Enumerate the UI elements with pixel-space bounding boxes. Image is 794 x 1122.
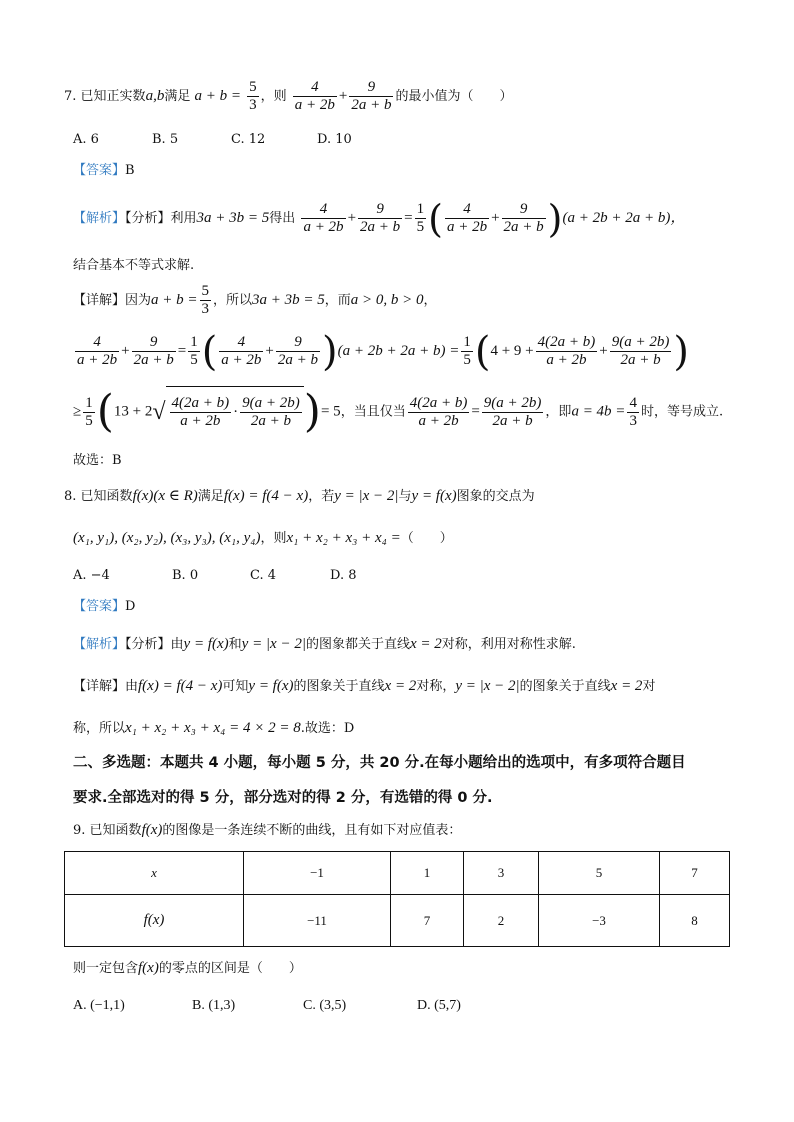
analysis-text: 和 bbox=[228, 637, 242, 652]
fraction: $\frac{4}{a + 2b}$ bbox=[303, 201, 344, 235]
detail-text: 称，所以 bbox=[73, 721, 126, 736]
equation: (a + 2b + 2a + b) = bbox=[337, 343, 460, 359]
equation: f(x)(x ∈ R) bbox=[132, 488, 198, 504]
table-row bbox=[65, 852, 730, 895]
q8-text: 与 bbox=[398, 489, 412, 504]
q8-number: 8. bbox=[64, 489, 77, 504]
table-cell: 2 bbox=[464, 895, 539, 947]
detail-text: .故选：D bbox=[300, 721, 355, 736]
q9-stem bbox=[73, 818, 461, 842]
equation: (a + 2b + 2a + b)， bbox=[562, 210, 686, 226]
q9-option-d: D. (5,7) bbox=[417, 998, 461, 1013]
analysis-text: 对称，利用对称性求解. bbox=[441, 637, 576, 652]
analysis-text: 的图象都关于直线 bbox=[305, 637, 410, 652]
q8-text: 已知函数 bbox=[80, 489, 133, 504]
q7-option-a: A. 6 bbox=[73, 132, 99, 147]
q7-conclusion: 故选：B bbox=[73, 453, 122, 468]
q8-text: ，则 bbox=[260, 531, 287, 546]
answer-value: B bbox=[125, 163, 135, 178]
q7-text: 的最小值为（ ） bbox=[395, 89, 513, 104]
detail-text: 时，等号成立. bbox=[640, 404, 724, 420]
q8-detail-line2 bbox=[73, 716, 354, 740]
fraction: $\frac{4(2a + b)}{a + 2b}$ bbox=[409, 394, 468, 429]
detail-text: ，当且仅当 bbox=[340, 404, 406, 420]
equation: f(x) bbox=[138, 960, 159, 976]
table-cell: 7 bbox=[391, 895, 464, 947]
equals-sign: = bbox=[471, 403, 480, 420]
answer-tag: 【答案】 bbox=[73, 163, 126, 178]
detail-text: 【详解】由 bbox=[73, 679, 139, 694]
fraction: $\frac{4(2a + b)}{a + 2b}$ bbox=[537, 334, 596, 368]
fraction: $\frac{4}{a + 2b}$ bbox=[77, 334, 118, 368]
fraction: $\frac{1}{5}$ bbox=[85, 394, 93, 429]
equation: f(x) = f(4 − x) bbox=[223, 488, 309, 504]
q9-text: 的零点的区间是（ ） bbox=[158, 961, 302, 976]
answer-value: D bbox=[125, 599, 136, 614]
fraction: $\frac{4}{a + 2b}$ bbox=[446, 201, 488, 235]
fraction: $\frac{4(2a + b)}{a + 2b}$ bbox=[171, 395, 230, 429]
equation: = 5 bbox=[320, 403, 341, 420]
q7-answer bbox=[73, 162, 135, 180]
fraction: $\frac{5}{3}$ bbox=[249, 79, 257, 113]
fraction: $\frac{1}{5}$ bbox=[416, 201, 425, 235]
q8-text: 满足 bbox=[197, 489, 224, 504]
analysis-text: 【分析】由 bbox=[125, 637, 184, 652]
q8-analysis bbox=[73, 632, 576, 656]
equation: f(x) bbox=[141, 822, 163, 838]
equation: 13 + 2 bbox=[113, 403, 153, 420]
fraction: $\frac{1}{5}$ bbox=[190, 334, 198, 368]
table-cell: 3 bbox=[464, 852, 539, 895]
q9-text: 的图像是一条连续不断的曲线，且有如下对应值表： bbox=[162, 823, 462, 838]
fraction: $\frac{9}{2a + b}$ bbox=[503, 201, 544, 235]
q8-option-b: B. 0 bbox=[172, 568, 199, 583]
equation: 3a + 3b = 5 bbox=[252, 292, 325, 308]
detail-text: ，即 bbox=[545, 404, 572, 420]
plus-sign: + bbox=[338, 88, 348, 104]
table-cell: 8 bbox=[660, 895, 730, 947]
table-header-x: x bbox=[65, 852, 244, 895]
fraction: $\frac{9(a + 2b)}{2a + b}$ bbox=[611, 334, 670, 368]
equation: a + b = bbox=[151, 292, 198, 308]
value-table bbox=[64, 851, 730, 947]
q9-number: 9. bbox=[73, 823, 86, 838]
analysis-tag: 【解析】 bbox=[73, 211, 126, 226]
table-row bbox=[65, 895, 730, 947]
q7-text: 已知正实数 bbox=[80, 89, 146, 104]
detail-text: 可知 bbox=[222, 679, 249, 694]
equation: 4 + 9 + bbox=[490, 343, 534, 359]
equation: x₁ + x₂ + x₃ + x₄ = 4 × 2 = 8 bbox=[125, 720, 301, 736]
analysis-text: 【分析】利用 bbox=[125, 211, 197, 226]
q7-detail-line2: $\frac{4}{a + 2b}$ + $\frac{9}{2a + b}$ = $\frac{1}{5}$ ( $\frac{4}{a + 2b}$ + $\frac{9}{2a + b}$ )(a + 2b + 2a + b) = $\frac{1}{5}$ (4 + 9 + $\frac{4(2a + b)}{a + 2b}$ + $\frac{9(a + 2b)}{2a + b}$ ) bbox=[77, 328, 689, 375]
q7-detail-line3: ≥ $\frac{1}{5}$ (13 + 2√ $\frac{4(2a + b)}{a + 2b}$ · $\frac{9(a + 2b)}{2a + b}$ )= 5，当且仅当 $\frac{4(2a + b)}{a + 2b}$ = $\frac{9(a + 2b)}{2a + b}$ ，即a = 4b = $\frac{4}{3}$ 时，等号成立. bbox=[73, 386, 724, 437]
table-cell: −11 bbox=[244, 895, 391, 947]
q7-analysis-line2: 结合基本不等式求解. bbox=[73, 258, 195, 273]
q8-option-d: D. 8 bbox=[330, 568, 357, 583]
q7-option-b: B. 5 bbox=[152, 132, 179, 147]
equation: x = 2 bbox=[384, 678, 417, 694]
q7-option-c: C. 12 bbox=[231, 132, 266, 147]
table-cell: 7 bbox=[660, 852, 730, 895]
equation: y = f(x) bbox=[183, 636, 229, 652]
q8-text: ，若 bbox=[308, 489, 335, 504]
q7-text: 满足 bbox=[164, 89, 191, 104]
equation: 3a + 3b = 5 bbox=[196, 210, 270, 226]
equation: y = |x − 2| bbox=[455, 678, 520, 694]
q7-analysis: 【解析】【分析】利用3a + 3b = 5得出 $\frac{4}{a + 2b}$ + $\frac{9}{2a + b}$ = $\frac{1}{5}$ ( $\frac{4}{a + 2b}$ + $\frac{9}{2a + b}$ )(a + 2b + 2a + b)， bbox=[73, 196, 686, 241]
q7-condition: a + b = bbox=[194, 88, 241, 104]
table-cell: −1 bbox=[244, 852, 391, 895]
q8-stem-line2 bbox=[73, 526, 453, 550]
detail-text: 的图象关于直线 bbox=[519, 679, 611, 694]
q9-option-c: C. (3,5) bbox=[303, 998, 347, 1013]
equation: a > 0, b > 0 bbox=[350, 292, 424, 308]
analysis-tag: 【解析】 bbox=[73, 637, 126, 652]
fraction: $\frac{9(a + 2b)}{2a + b}$ bbox=[483, 394, 542, 429]
section-heading: 二、多选题：本题共 4 小题，每小题 5 分，共 20 分.在每小题给出的选项中，有多项符合题目 bbox=[73, 755, 686, 771]
equation: y = |x − 2| bbox=[241, 636, 306, 652]
q8-detail bbox=[73, 674, 655, 698]
equation: x₁ + x₂ + x₃ + x₄ = bbox=[286, 530, 401, 546]
detail-text: ，所以 bbox=[213, 293, 253, 308]
q8-option-a: A. −4 bbox=[73, 568, 110, 583]
detail-text: 【详解】因为 bbox=[73, 293, 152, 308]
q9-text: 则一定包含 bbox=[73, 961, 139, 976]
equation: x = 2 bbox=[409, 636, 442, 652]
q9-option-b: B. (1,3) bbox=[192, 998, 236, 1013]
equation: a = 4b = bbox=[571, 403, 626, 420]
equation: y = f(x) bbox=[411, 488, 457, 504]
q7-text: ，则 bbox=[260, 89, 287, 104]
q9-question bbox=[73, 956, 302, 980]
q7-stem bbox=[64, 76, 513, 116]
q7-option-d: D. 10 bbox=[317, 132, 352, 147]
q8-answer bbox=[73, 598, 135, 616]
table-cell: −3 bbox=[539, 895, 660, 947]
detail-text: 的图象关于直线 bbox=[293, 679, 385, 694]
q9-option-a: A. (−1,1) bbox=[73, 998, 125, 1013]
q8-option-c: C. 4 bbox=[250, 568, 277, 583]
detail-text: 对称， bbox=[416, 679, 456, 694]
q7-vars: a,b bbox=[145, 88, 165, 104]
fraction: $\frac{9}{2a + b}$ bbox=[277, 334, 319, 368]
q8-text: 图象的交点为 bbox=[456, 489, 535, 504]
analysis-text: 得出 bbox=[269, 211, 296, 226]
equation: f(x) = f(4 − x) bbox=[138, 678, 223, 694]
equation: y = |x − 2| bbox=[334, 488, 399, 504]
detail-text: ， bbox=[423, 293, 437, 308]
table-cell: 1 bbox=[391, 852, 464, 895]
fraction: $\frac{4}{a + 2b}$ bbox=[294, 79, 335, 113]
fraction: $\frac{9(a + 2b)}{2a + b}$ bbox=[242, 395, 300, 429]
fraction: $\frac{4}{3}$ bbox=[629, 394, 637, 429]
fraction: $\frac{9}{2a + b}$ bbox=[133, 334, 174, 368]
table-header-fx: f(x) bbox=[65, 895, 244, 947]
q8-text: （ ） bbox=[400, 531, 453, 546]
fraction: $\frac{4}{a + 2b}$ bbox=[221, 334, 262, 368]
fraction: $\frac{9}{2a + b}$ bbox=[351, 79, 392, 113]
q8-stem bbox=[64, 484, 535, 508]
q7-number: 7. bbox=[64, 89, 77, 104]
fraction: $\frac{9}{2a + b}$ bbox=[360, 201, 401, 235]
ge-sign: ≥ bbox=[73, 403, 82, 420]
equation: y = f(x) bbox=[248, 678, 294, 694]
detail-text: ，而 bbox=[324, 293, 351, 308]
q9-text: 已知函数 bbox=[89, 823, 142, 838]
sqrt-radicand: $\frac{4(2a + b)}{a + 2b}$ · $\frac{9(a + 2b)}{2a + b}$ bbox=[166, 386, 304, 438]
fraction: $\frac{1}{5}$ bbox=[463, 334, 471, 368]
section-heading-line2: 要求.全部选对的得 5 分，部分选对的得 2 分，有选错的得 0 分. bbox=[73, 790, 493, 806]
q7-detail bbox=[73, 280, 437, 320]
equation: x = 2 bbox=[610, 678, 643, 694]
detail-text: 对 bbox=[642, 679, 656, 694]
equation: (x₁, y₁), (x₂, y₂), (x₃, y₃), (x₁, y₄) bbox=[73, 530, 261, 546]
answer-tag: 【答案】 bbox=[73, 599, 126, 614]
fraction: $\frac{5}{3}$ bbox=[201, 283, 210, 317]
table-cell: 5 bbox=[539, 852, 660, 895]
